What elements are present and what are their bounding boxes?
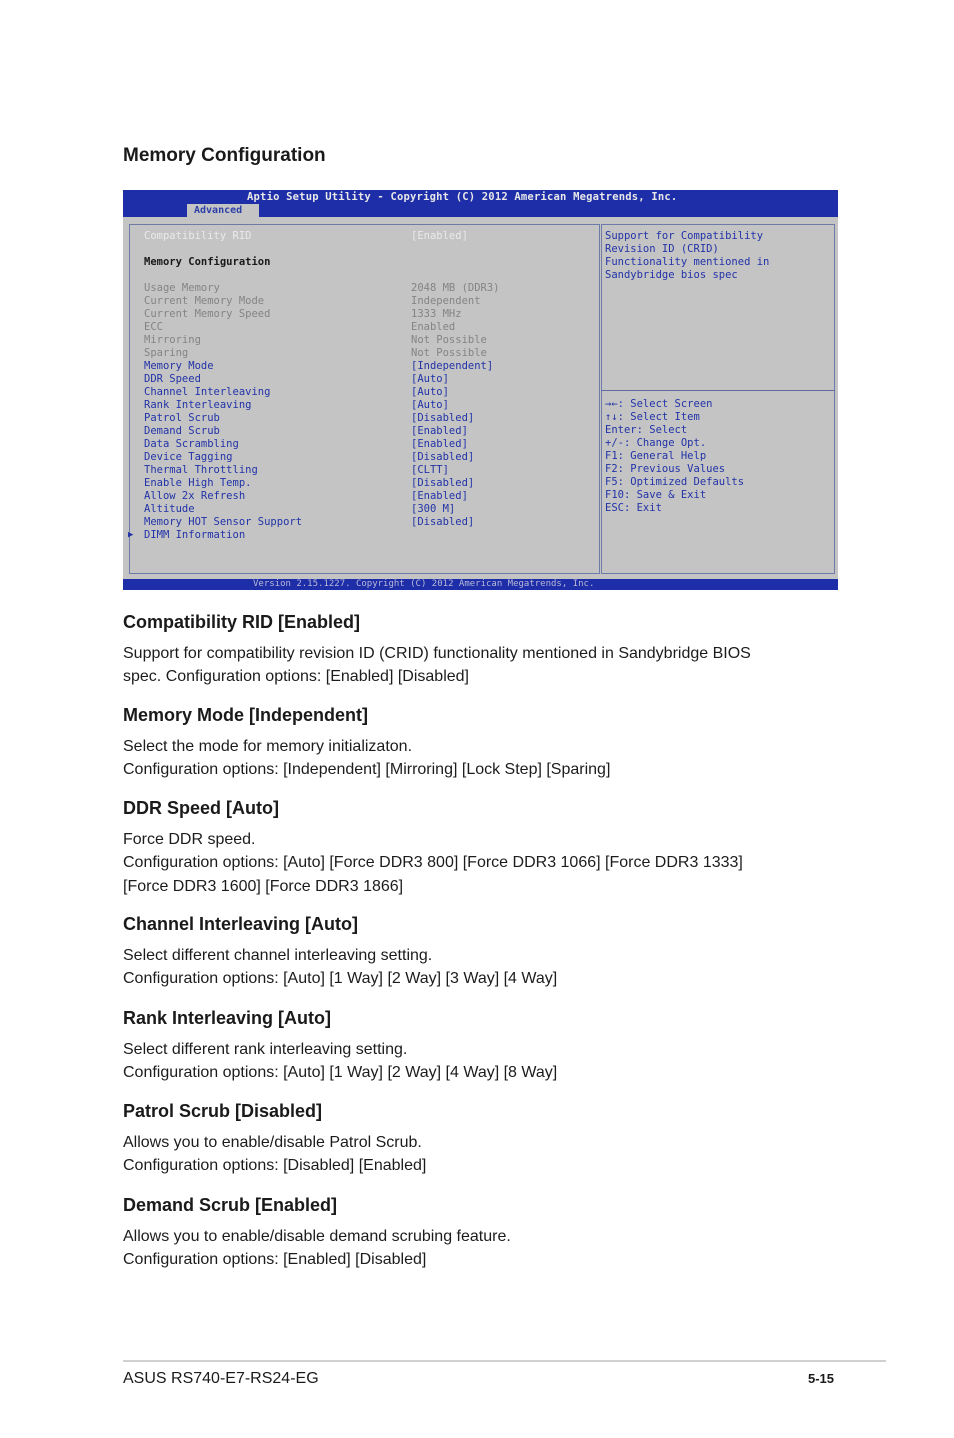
- section-title-demand-scrub: Demand Scrub [Enabled]: [123, 1195, 338, 1215]
- section-text: Configuration options: [Enabled] [Disabled]: [123, 1251, 427, 1268]
- section-text: Select the mode for memory initializaton.: [123, 738, 413, 755]
- section-text: Configuration options: [Independent] [Mirroring] [Lock Step] [Sparing]: [123, 761, 611, 778]
- page-heading: Memory Configuration: [123, 145, 326, 166]
- bios-key-hint: +/-: Change Opt.: [605, 437, 707, 449]
- section-text: Select different rank interleaving setting.: [123, 1041, 408, 1058]
- section-text: Allows you to enable/disable demand scrubing feature.: [123, 1228, 511, 1245]
- section-text: Configuration options: [Disabled] [Enabled]: [123, 1157, 427, 1174]
- footer-product-name: ASUS RS740-E7-RS24-EG: [123, 1370, 319, 1387]
- section-text: spec. Configuration options: [Enabled] [Disabled]: [123, 668, 469, 685]
- footer-page-number: 5-15: [808, 1371, 835, 1386]
- footer-divider: [123, 1360, 886, 1362]
- bios-help-line: Sandybridge bios spec: [605, 269, 738, 281]
- bios-help-line: Functionality mentioned in: [605, 256, 770, 268]
- bios-help-line: Revision ID (CRID): [605, 243, 719, 255]
- section-text: Configuration options: [Auto] [Force DDR3 800] [Force DDR3 1066] [Force DDR3 1333]: [123, 854, 743, 871]
- submenu-arrow-icon: ▶: [128, 530, 134, 540]
- bios-status-bar: [123, 579, 838, 590]
- section-text: Support for compatibility revision ID (CRID) functionality mentioned in Sandybridge BIOS: [123, 645, 751, 662]
- tab-advanced[interactable]: Advanced: [187, 204, 259, 217]
- section-text: Select different channel interleaving setting.: [123, 947, 433, 964]
- bios-key-hint: ESC: Exit: [605, 502, 662, 514]
- bios-key-hint: ↑↓: Select Item: [605, 411, 700, 423]
- section-title-patrol-scrub: Patrol Scrub [Disabled]: [123, 1101, 323, 1121]
- bios-key-hint: F1: General Help: [605, 450, 707, 462]
- bios-key-hint: F2: Previous Values: [605, 463, 726, 475]
- section-text: Allows you to enable/disable Patrol Scrub.: [123, 1134, 422, 1151]
- bios-title: Aptio Setup Utility - Copyright (C) 2012 American Megatrends, Inc.: [247, 191, 678, 203]
- bios-key-hint: F10: Save & Exit: [605, 489, 707, 501]
- section-text: Configuration options: [Auto] [1 Way] [2 Way] [3 Way] [4 Way]: [123, 970, 558, 987]
- bios-screenshot: Aptio Setup Utility - Copyright (C) 2012 American Megatrends, Inc. Advanced Compatibility RID [Enabled] Memory Configuration Usage Memory 2048 MB (DDR3) Current Memory Mode Independent Current Memory Speed 1333 MHz ECC Enabled Mirroring Not Possible Sparing Not Possible Memory Mode [Independent] DDR Speed [Auto] Channel Interleaving [Auto] Rank Interleaving [Auto] Patrol Scrub [Disabled] Demand Scrub [Enabled] Data Scrambling [Enabled] Device Tagging [Disabled] Thermal Throttling [CLTT] Enable High Temp. [Disabled] Allow 2x Refresh [Enabled] Altitude [300 M] Memory HOT Sensor Support [Disabled] ▶ DIMM Information Support for Compatibility Revision ID (CRID) Functionality mentioned in Sandybridge bios spec →←: Select Screen ↑↓: Select Item Enter: Select +/-: Change Opt. F1: General Help F2: Previous Values F5: Optimized Defaults F10: Save & Exit ESC: Exit Version 2.15.1227. Copyright (C) 2012 American Megatrends, Inc.: [123, 190, 838, 590]
- section-text: Force DDR speed.: [123, 831, 256, 848]
- bios-title-bar: [123, 190, 838, 217]
- bios-key-hint: →←: Select Screen: [605, 398, 713, 410]
- section-title-memory-mode: Memory Mode [Independent]: [123, 705, 369, 725]
- section-text: Configuration options: [Auto] [1 Way] [2 Way] [4 Way] [8 Way]: [123, 1064, 558, 1081]
- bios-version: Version 2.15.1227. Copyright (C) 2012 American Megatrends, Inc.: [253, 579, 595, 589]
- section-text: [Force DDR3 1600] [Force DDR3 1866]: [123, 878, 404, 895]
- section-title-compatibility-rid: Compatibility RID [Enabled]: [123, 612, 361, 632]
- section-title-ddr-speed: DDR Speed [Auto]: [123, 798, 279, 818]
- bios-key-hint: F5: Optimized Defaults: [605, 476, 745, 488]
- bios-help-line: Support for Compatibility: [605, 230, 764, 242]
- bios-key-hint: Enter: Select: [605, 424, 688, 436]
- section-title-rank-interleaving: Rank Interleaving [Auto]: [123, 1008, 332, 1028]
- section-title-channel-interleaving: Channel Interleaving [Auto]: [123, 914, 359, 934]
- bios-help-divider: [601, 390, 835, 391]
